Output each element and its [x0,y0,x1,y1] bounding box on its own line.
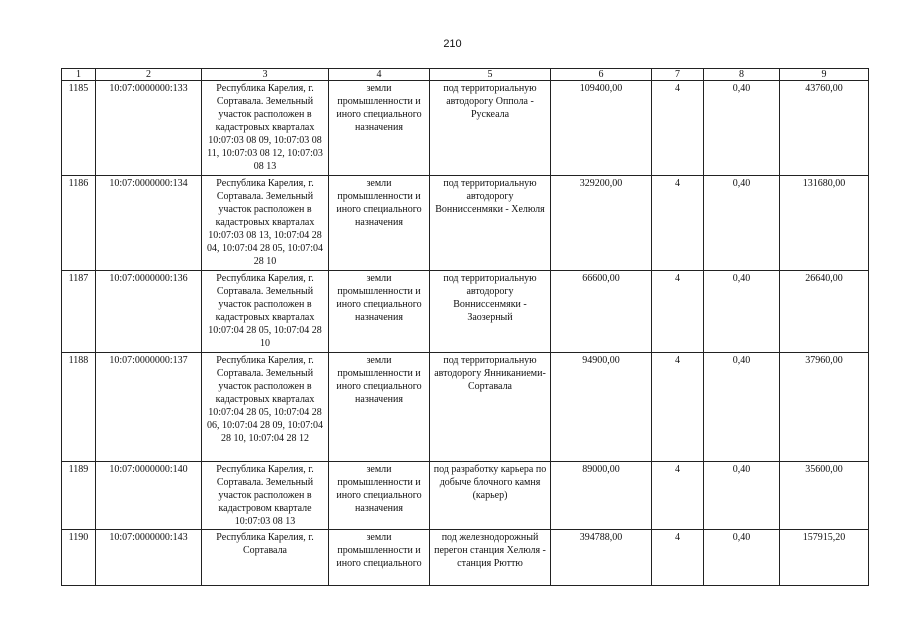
land-category: земли промышленности и иного специального [329,530,430,586]
rate-value: 0,40 [704,176,780,271]
cadastral-number: 10:07:0000000:134 [96,176,202,271]
cadastral-value: 89000,00 [551,462,652,530]
cadastral-number: 10:07:0000000:133 [96,81,202,176]
total-value: 43760,00 [780,81,869,176]
cadastral-number: 10:07:0000000:137 [96,353,202,462]
total-value: 35600,00 [780,462,869,530]
table-header-row [62,69,869,81]
land-category: земли промышленности и иного специального назначения [329,353,430,462]
cadastral-number: 10:07:0000000:143 [96,530,202,586]
cadastral-value: 329200,00 [551,176,652,271]
row-number: 1185 [62,81,96,176]
permitted-use: под территориальную автодорогу Янниканиеми- Сортавала [430,353,551,462]
table-row [62,530,869,586]
land-category: земли промышленности и иного специального назначения [329,81,430,176]
location-description: Республика Карелия, г. Сортавала. Земельный участок расположен в кадастровых кварталах 10:07:03 08 09, 10:07:03 08 11, 10:07:03 08 12, 10:07:03 08 13 [202,81,329,176]
column-header: 5 [430,69,551,81]
table-row [62,353,869,462]
total-value: 157915,20 [780,530,869,586]
row-number: 1189 [62,462,96,530]
total-value: 131680,00 [780,176,869,271]
location-description: Республика Карелия, г. Сортавала. Земельный участок расположен в кадастровом квартале 10:07:03 08 13 [202,462,329,530]
land-category: земли промышленности и иного специального назначения [329,176,430,271]
rate-value: 0,40 [704,353,780,462]
cadastral-number: 10:07:0000000:136 [96,271,202,353]
permitted-use: под территориальную автодорогу Вонниссенмяки - Хелюля [430,176,551,271]
permitted-use: под территориальную автодорогу Оппола - Рускеала [430,81,551,176]
land-category: земли промышленности и иного специального назначения [329,271,430,353]
column-header: 2 [96,69,202,81]
row-number: 1187 [62,271,96,353]
total-value: 26640,00 [780,271,869,353]
column-7-value: 4 [652,353,704,462]
land-category: земли промышленности и иного специального назначения [329,462,430,530]
table-row [62,81,869,176]
column-header: 6 [551,69,652,81]
location-description: Республика Карелия, г. Сортавала. Земельный участок расположен в кадастровых кварталах 10:07:04 28 05, 10:07:04 28 06, 10:07:04 28 09, 10:07:04 28 10, 10:07:04 28 12 [202,353,329,462]
row-number: 1190 [62,530,96,586]
cadastral-value: 66600,00 [551,271,652,353]
column-7-value: 4 [652,462,704,530]
column-7-value: 4 [652,176,704,271]
cadastral-number: 10:07:0000000:140 [96,462,202,530]
column-7-value: 4 [652,81,704,176]
location-description: Республика Карелия, г. Сортавала. Земельный участок расположен в кадастровых кварталах 10:07:03 08 13, 10:07:04 28 04, 10:07:04 28 05, 10:07:04 28 10 [202,176,329,271]
cadastral-value: 394788,00 [551,530,652,586]
row-number: 1186 [62,176,96,271]
table-row [62,271,869,353]
permitted-use: под территориальную автодорогу Вонниссенмяки - Заозерный [430,271,551,353]
column-header: 4 [329,69,430,81]
location-description: Республика Карелия, г. Сортавала [202,530,329,586]
page-number: 210 [443,38,462,50]
rate-value: 0,40 [704,462,780,530]
total-value: 37960,00 [780,353,869,462]
row-number: 1188 [62,353,96,462]
column-header: 1 [62,69,96,81]
column-header: 7 [652,69,704,81]
column-7-value: 4 [652,271,704,353]
column-header: 8 [704,69,780,81]
cadastral-value: 94900,00 [551,353,652,462]
column-7-value: 4 [652,530,704,586]
rate-value: 0,40 [704,271,780,353]
table-row [62,176,869,271]
rate-value: 0,40 [704,81,780,176]
column-header: 3 [202,69,329,81]
permitted-use: под разработку карьера по добыче блочного камня (карьер) [430,462,551,530]
table-row [62,462,869,530]
land-plots-table [61,68,869,586]
rate-value: 0,40 [704,530,780,586]
column-header: 9 [780,69,869,81]
location-description: Республика Карелия, г. Сортавала. Земельный участок расположен в кадастровых кварталах 10:07:04 28 05, 10:07:04 28 10 [202,271,329,353]
cadastral-value: 109400,00 [551,81,652,176]
permitted-use: под железнодорожный перегон станция Хелюля - станция Рюттю [430,530,551,586]
